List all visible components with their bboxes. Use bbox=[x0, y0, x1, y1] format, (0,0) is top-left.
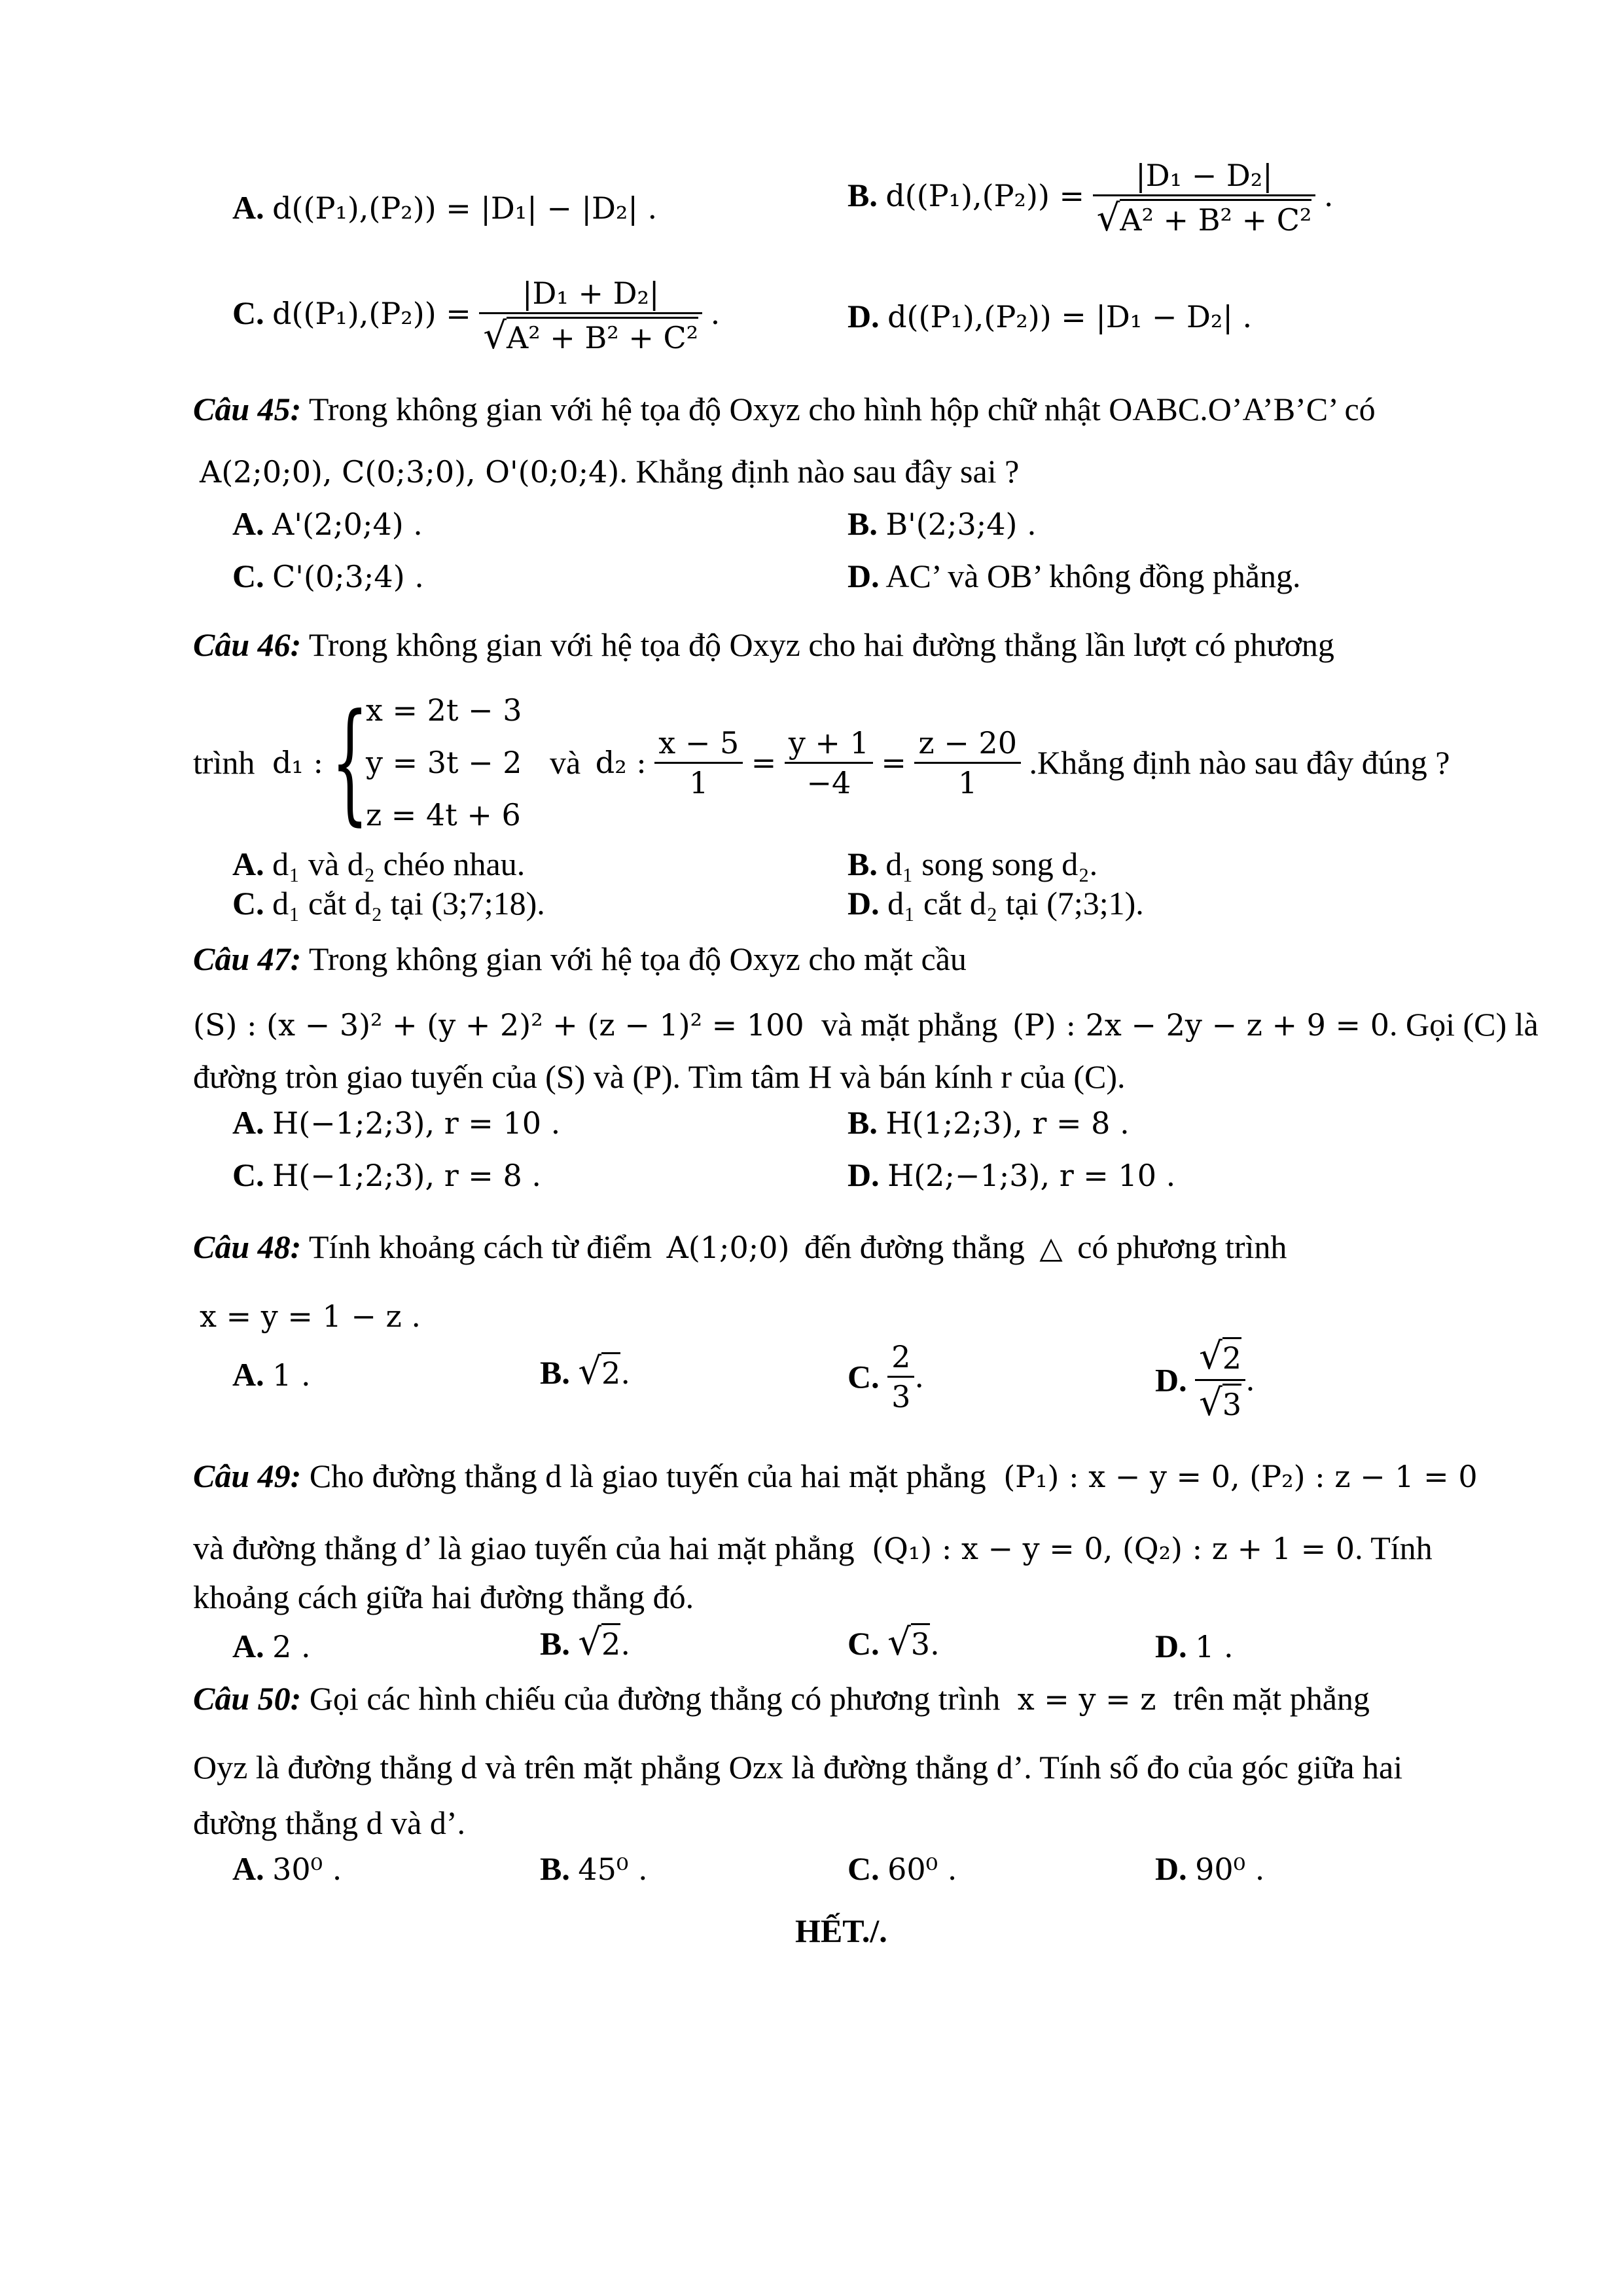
q47-stem-line1 bbox=[193, 942, 967, 975]
fraction-numerator: |D₁ + D₂| bbox=[522, 276, 660, 311]
q46-stem-line1 bbox=[193, 628, 1334, 661]
option-text: AC’ và OB’ không đồng phẳng. bbox=[885, 558, 1301, 594]
fraction bbox=[785, 725, 873, 800]
option-text: d₁ cắt d₂ tại (7;3;1). bbox=[887, 885, 1144, 922]
option-suffix: . bbox=[620, 1355, 630, 1391]
option-formula: d((P₁),(P₂)) = |D₁ − D₂| . bbox=[887, 299, 1253, 334]
fraction-denominator: 1 bbox=[654, 762, 743, 798]
q48-option-a bbox=[232, 1358, 311, 1391]
q50-stem-line2 bbox=[193, 1751, 1402, 1784]
fraction-denominator: 1 bbox=[914, 762, 1021, 798]
option-fraction bbox=[1093, 158, 1316, 240]
option-label: C. bbox=[847, 1625, 880, 1662]
stem-text: đường tròn giao tuyến của (S) và (P). Tìm tâm H và bán kính r của (C). bbox=[193, 1058, 1126, 1095]
q49-option-b bbox=[540, 1621, 630, 1664]
option-text: H(−1;2;3), r = 8 . bbox=[272, 1158, 541, 1193]
question-number: Câu 50: bbox=[193, 1680, 302, 1717]
q49-stem-line1 bbox=[193, 1460, 1478, 1492]
option-label: D. bbox=[1155, 1850, 1187, 1887]
q46-stem-line2 bbox=[193, 684, 1450, 841]
option-formula-prefix: d((P₁),(P₂)) = bbox=[272, 295, 471, 331]
q46-option-c bbox=[232, 887, 545, 920]
fraction-numerator: y + 1 bbox=[788, 725, 869, 761]
option-label: A. bbox=[232, 189, 264, 226]
q46-option-a bbox=[232, 848, 525, 880]
option-label: B. bbox=[847, 505, 878, 542]
fraction-denominator bbox=[1195, 1379, 1245, 1422]
question-number: Câu 47: bbox=[193, 941, 302, 977]
q48-option-d bbox=[1155, 1335, 1255, 1424]
option-fraction bbox=[887, 1339, 914, 1414]
radicand: 3 bbox=[1222, 1384, 1241, 1422]
option-text: H(−1;2;3), r = 10 . bbox=[272, 1105, 561, 1141]
option-text: H(2;−1;3), r = 10 . bbox=[887, 1158, 1176, 1193]
radicand: A² + B² + C² bbox=[1120, 199, 1311, 238]
system-row: z = 4t + 6 bbox=[365, 797, 521, 833]
stem-text: Gọi các hình chiếu của đường thẳng có phương trình bbox=[309, 1680, 1001, 1717]
stem-text: . Tính bbox=[1355, 1530, 1433, 1566]
option-label: A. bbox=[232, 1850, 264, 1887]
option-label: B. bbox=[540, 1850, 570, 1887]
option-label: B. bbox=[847, 176, 878, 213]
option-text: H(1;2;3), r = 8 . bbox=[885, 1105, 1130, 1141]
q47-option-c bbox=[232, 1158, 541, 1191]
option-label: A. bbox=[232, 846, 264, 882]
line-d2-label: d₂ : bbox=[595, 745, 647, 780]
planes-equation: (P₁) : x − y = 0, (P₂) : z − 1 = 0 bbox=[1003, 1459, 1478, 1494]
option-text: d₁ song song d₂. bbox=[885, 846, 1098, 882]
q45-option-b bbox=[847, 507, 1037, 540]
q47-stem-line2 bbox=[193, 1008, 1539, 1041]
q47-option-a bbox=[232, 1106, 560, 1139]
q47-stem-line3 bbox=[193, 1060, 1126, 1093]
stem-text: đường thẳng d và d’. bbox=[193, 1804, 465, 1841]
q45-option-c bbox=[232, 560, 424, 592]
option-text: d₁ cắt d₂ tại (3;7;18). bbox=[272, 885, 545, 922]
q49-stem-line3 bbox=[193, 1581, 694, 1613]
sqrt-icon: √ bbox=[483, 315, 507, 357]
option-text: A'(2;0;4) . bbox=[272, 507, 423, 542]
plane-equation: (P) : 2x − 2y − z + 9 = 0 bbox=[1012, 1007, 1389, 1043]
option-label: B. bbox=[847, 846, 878, 882]
q46-option-b bbox=[847, 848, 1097, 880]
q48-stem-line2 bbox=[200, 1299, 421, 1332]
stem-text: . Gọi (C) là bbox=[1389, 1006, 1539, 1043]
fraction-denominator: −4 bbox=[785, 762, 873, 798]
stem-text: trình bbox=[193, 744, 255, 781]
option-label: D. bbox=[847, 1157, 880, 1193]
q44-option-b bbox=[847, 158, 1334, 240]
q50-option-b bbox=[540, 1852, 648, 1885]
q47-option-d bbox=[847, 1158, 1175, 1191]
option-fraction bbox=[1195, 1335, 1245, 1424]
option-text: 90⁰ . bbox=[1195, 1852, 1265, 1887]
option-label: A. bbox=[232, 1356, 264, 1393]
option-label: C. bbox=[232, 1157, 264, 1193]
option-suffix: . bbox=[1245, 1362, 1255, 1398]
point-a: A(1;0;0) bbox=[666, 1230, 790, 1265]
option-sqrt bbox=[578, 1350, 621, 1393]
q48-option-b bbox=[540, 1350, 630, 1393]
stem-text: . Khẳng định nào sau đây sai ? bbox=[619, 453, 1020, 490]
option-text: C'(0;3;4) . bbox=[272, 559, 424, 594]
q49-option-c bbox=[847, 1621, 940, 1664]
radicand: 3 bbox=[911, 1623, 930, 1662]
stem-text: Oyz là đường thẳng d và trên mặt phẳng Ozx là đường thẳng d’. Tính số đo của góc giữa hai bbox=[193, 1749, 1403, 1785]
option-formula: d((P₁),(P₂)) = |D₁| − |D₂| . bbox=[272, 190, 658, 226]
option-formula-prefix: d((P₁),(P₂)) = bbox=[885, 177, 1085, 213]
line-equation: x = y = z bbox=[1017, 1681, 1156, 1717]
q46-option-d bbox=[847, 887, 1144, 920]
q45-stem-line1 bbox=[193, 393, 1376, 425]
q49-option-d bbox=[1155, 1630, 1234, 1662]
option-text: B'(2;3;4) . bbox=[885, 507, 1037, 542]
option-suffix: . bbox=[914, 1359, 925, 1395]
option-text: 1 . bbox=[1195, 1629, 1234, 1664]
option-label: A. bbox=[232, 505, 264, 542]
stem-text: và đường thẳng d’ là giao tuyến của hai mặt phẳng bbox=[193, 1530, 855, 1566]
option-sqrt bbox=[578, 1621, 621, 1664]
radicand: 2 bbox=[601, 1623, 620, 1662]
option-text: 45⁰ . bbox=[578, 1852, 648, 1887]
q44-option-a bbox=[232, 191, 657, 224]
stem-text: Cho đường thẳng d là giao tuyến của hai mặt phẳng bbox=[309, 1458, 986, 1494]
q49-option-a bbox=[232, 1630, 311, 1662]
q50-option-d bbox=[1155, 1852, 1264, 1885]
option-label: A. bbox=[232, 1628, 264, 1664]
stem-text: Trong không gian với hệ tọa độ Oxyz cho mặt cầu bbox=[308, 941, 967, 977]
option-label: D. bbox=[1155, 1628, 1187, 1664]
q45-option-a bbox=[232, 507, 423, 540]
option-label: C. bbox=[232, 558, 264, 594]
option-label: C. bbox=[847, 1358, 880, 1395]
option-suffix: . bbox=[1323, 177, 1334, 213]
fraction-numerator: x − 5 bbox=[658, 725, 740, 761]
parametric-system bbox=[366, 684, 522, 841]
sqrt-icon: √ bbox=[578, 1621, 602, 1664]
equals-sign: = bbox=[881, 745, 906, 780]
line-equation: x = y = 1 − z . bbox=[200, 1299, 421, 1334]
question-number: Câu 45: bbox=[193, 391, 302, 427]
fraction-numerator: z − 20 bbox=[918, 725, 1017, 761]
option-text: 30⁰ . bbox=[272, 1852, 342, 1887]
stem-text: đến đường thẳng bbox=[804, 1229, 1025, 1265]
stem-text: .Khẳng định nào sau đây đúng ? bbox=[1029, 744, 1450, 781]
fraction-numerator: |D₁ − D₂| bbox=[1135, 158, 1273, 193]
stem-text: trên mặt phẳng bbox=[1173, 1680, 1370, 1717]
fraction bbox=[654, 725, 743, 800]
fraction-denominator bbox=[479, 312, 702, 355]
stem-text: và bbox=[550, 744, 581, 781]
option-label: C. bbox=[232, 294, 264, 331]
sqrt-icon: √ bbox=[1199, 1382, 1222, 1424]
option-suffix: . bbox=[710, 295, 721, 331]
fraction-numerator bbox=[1195, 1335, 1245, 1379]
fraction-denominator bbox=[1093, 194, 1316, 240]
stem-math: A(2;0;0), C(0;3;0), O'(0;0;4) bbox=[200, 454, 620, 490]
q50-option-c bbox=[847, 1852, 957, 1885]
q44-option-c bbox=[232, 278, 720, 355]
stem-text: Trong không gian với hệ tọa độ Oxyz cho hai đường thẳng lần lượt có phương bbox=[308, 626, 1334, 663]
option-label: D. bbox=[847, 558, 880, 594]
stem-text: khoảng cách giữa hai đường thẳng đó. bbox=[193, 1579, 694, 1615]
q45-stem-line2 bbox=[200, 455, 1019, 488]
q49-stem-line2 bbox=[193, 1532, 1433, 1564]
equals-sign: = bbox=[751, 745, 777, 780]
option-label: B. bbox=[540, 1625, 570, 1662]
option-label: C. bbox=[232, 885, 264, 922]
radicand: 2 bbox=[601, 1352, 620, 1391]
sqrt-icon: √ bbox=[1199, 1335, 1222, 1378]
q45-option-d bbox=[847, 560, 1301, 592]
q50-stem-line1 bbox=[193, 1682, 1370, 1715]
question-number: Câu 46: bbox=[193, 626, 302, 663]
system-row: y = 3t − 2 bbox=[365, 745, 522, 780]
q50-stem-line3 bbox=[193, 1806, 465, 1839]
triangle-icon: △ bbox=[1039, 1230, 1063, 1265]
brace-icon: { bbox=[331, 686, 369, 838]
sphere-equation: (S) : (x − 3)² + (y + 2)² + (z − 1)² = 100 bbox=[193, 1007, 804, 1043]
radicand: 2 bbox=[1222, 1337, 1241, 1376]
q50-option-a bbox=[232, 1852, 342, 1885]
option-label: D. bbox=[1155, 1361, 1187, 1399]
option-label: C. bbox=[847, 1850, 880, 1887]
fraction-numerator: 2 bbox=[891, 1339, 911, 1374]
option-label: B. bbox=[847, 1104, 878, 1141]
fraction bbox=[914, 725, 1021, 800]
option-label: B. bbox=[540, 1354, 570, 1391]
question-number: Câu 48: bbox=[193, 1229, 302, 1265]
option-text: 1 . bbox=[272, 1357, 311, 1393]
system-row: x = 2t − 3 bbox=[365, 692, 522, 728]
q48-stem-line1 bbox=[193, 1230, 1287, 1263]
q47-option-b bbox=[847, 1106, 1130, 1139]
option-fraction bbox=[479, 278, 702, 355]
option-suffix: . bbox=[930, 1626, 940, 1662]
q48-option-c bbox=[847, 1339, 925, 1414]
option-text: d₁ và d₂ chéo nhau. bbox=[272, 846, 526, 882]
sqrt-icon: √ bbox=[887, 1621, 911, 1664]
q44-option-d bbox=[847, 300, 1252, 332]
radicand: A² + B² + C² bbox=[507, 317, 698, 355]
sqrt-icon: √ bbox=[578, 1350, 602, 1393]
option-text: 60⁰ . bbox=[887, 1852, 957, 1887]
option-label: D. bbox=[847, 885, 880, 922]
fraction-denominator: 3 bbox=[887, 1376, 914, 1412]
option-text: 2 . bbox=[272, 1629, 311, 1664]
line-d1-label: d₁ : bbox=[272, 745, 323, 780]
planes-equation: (Q₁) : x − y = 0, (Q₂) : z + 1 = 0 bbox=[872, 1531, 1355, 1566]
option-suffix: . bbox=[620, 1626, 630, 1662]
question-number: Câu 49: bbox=[193, 1458, 302, 1494]
end-marker: HẾT./. bbox=[795, 1912, 887, 1949]
stem-text: Trong không gian với hệ tọa độ Oxyz cho hình hộp chữ nhật OABC.O’A’B’C’ có bbox=[308, 391, 1376, 427]
sqrt-icon: √ bbox=[1096, 197, 1120, 240]
option-label: D. bbox=[847, 298, 880, 334]
option-label: A. bbox=[232, 1104, 264, 1141]
stem-text: Tính khoảng cách từ điểm bbox=[308, 1229, 652, 1265]
option-sqrt bbox=[887, 1621, 931, 1664]
stem-text: và mặt phẳng bbox=[821, 1006, 998, 1043]
stem-text: có phương trình bbox=[1077, 1229, 1287, 1265]
